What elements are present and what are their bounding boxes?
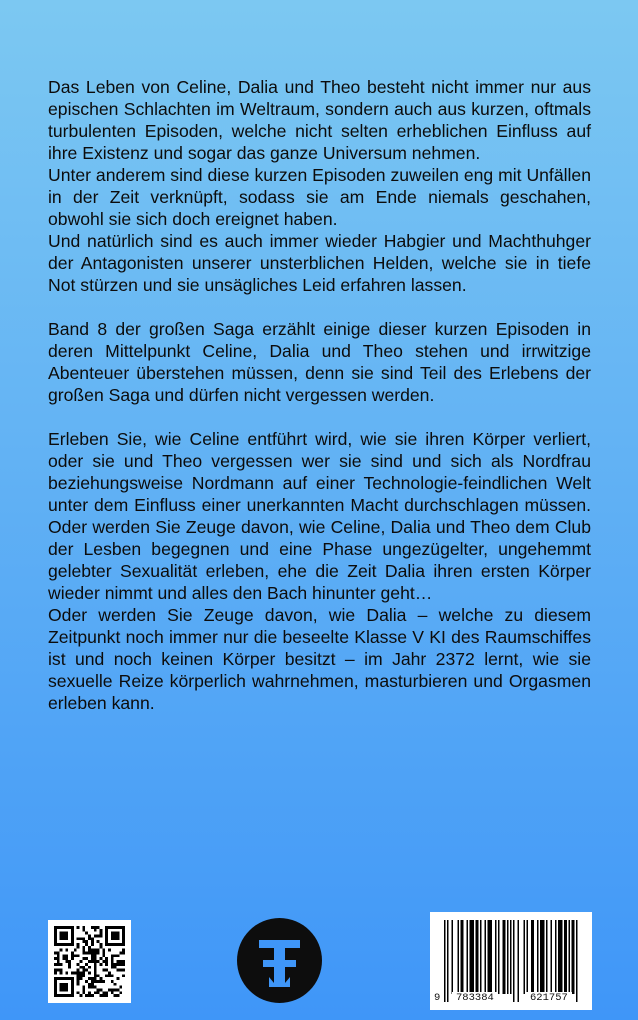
blurb-paragraph-2: Unter anderem sind diese kurzen Episoden zuweilen eng mit Unfällen in der Zeit verknüpft, sodass sie am Ende niemals geschahen, obwohl sie sich doch ereignet haben. (48, 165, 591, 229)
back-cover-blurb (48, 76, 591, 714)
blurb-paragraph-1: Das Leben von Celine, Dalia und Theo besteht nicht immer nur aus epischen Schlachten im Weltraum, sondern auch aus kurzen, oftmals turbulenten Episoden, welche nicht selten erheblichen Einfluss auf ihre Existenz und sogar das ganze Universum nehmen. (48, 77, 591, 163)
blurb-paragraph-5: Erleben Sie, wie Celine entführt wird, wie sie ihren Körper verliert, oder sie und Theo vergessen wer sie sind und sich als Nordfrau beziehungsweise Nordmann auf einer Technologie-feindlichen Welt unter dem Einfluss einer unerkannten Macht durchschlagen müssen. Oder werden Sie Zeuge davon, wie Celine, Dalia und Theo dem Club der Lesben begegnen und eine Phase ungezügelter, ungehemmt gelebter Sexualität erleben, ehe die Zeit Dalia ihren ersten Körper wieder nimmt und alles den Bach hinunter geht… (48, 429, 591, 603)
blurb-paragraph-3: Und natürlich sind es auch immer wieder Habgier und Machthuhger der Antagonisten unserer unsterblichen Helden, welche sie in tiefe Not stürzen und sie unsägliches Leid erfahren lassen. (48, 231, 591, 295)
barcode-first-digit: 9 (434, 992, 441, 1004)
blurb-paragraph-4: Band 8 der großen Saga erzählt einige dieser kurzen Episoden in deren Mittelpunkt Celine, Dalia und Theo stehen und irrwitzige Abenteuer überstehen müssen, denn sie sind Teil des Erlebens der großen Saga und dürfen nicht vergessen werden. (48, 319, 591, 405)
blurb-paragraph-6: Oder werden Sie Zeuge davon, wie Dalia – welche zu diesem Zeitpunkt noch immer nur die beseelte Klasse V KI des Raumschiffes ist und noch keinen Körper besitzt – im Jahr 2372 lernt, wie sie sexuelle Reize körperlich wahrnehmen, masturbieren und Orgasmen erleben kann. (48, 605, 591, 713)
qr-code-icon (48, 920, 131, 1003)
publisher-logo-icon (237, 918, 322, 1003)
isbn-barcode (430, 912, 592, 1010)
barcode-left-digits: 783384 (452, 992, 498, 1004)
barcode-right-digits: 621757 (526, 992, 572, 1004)
